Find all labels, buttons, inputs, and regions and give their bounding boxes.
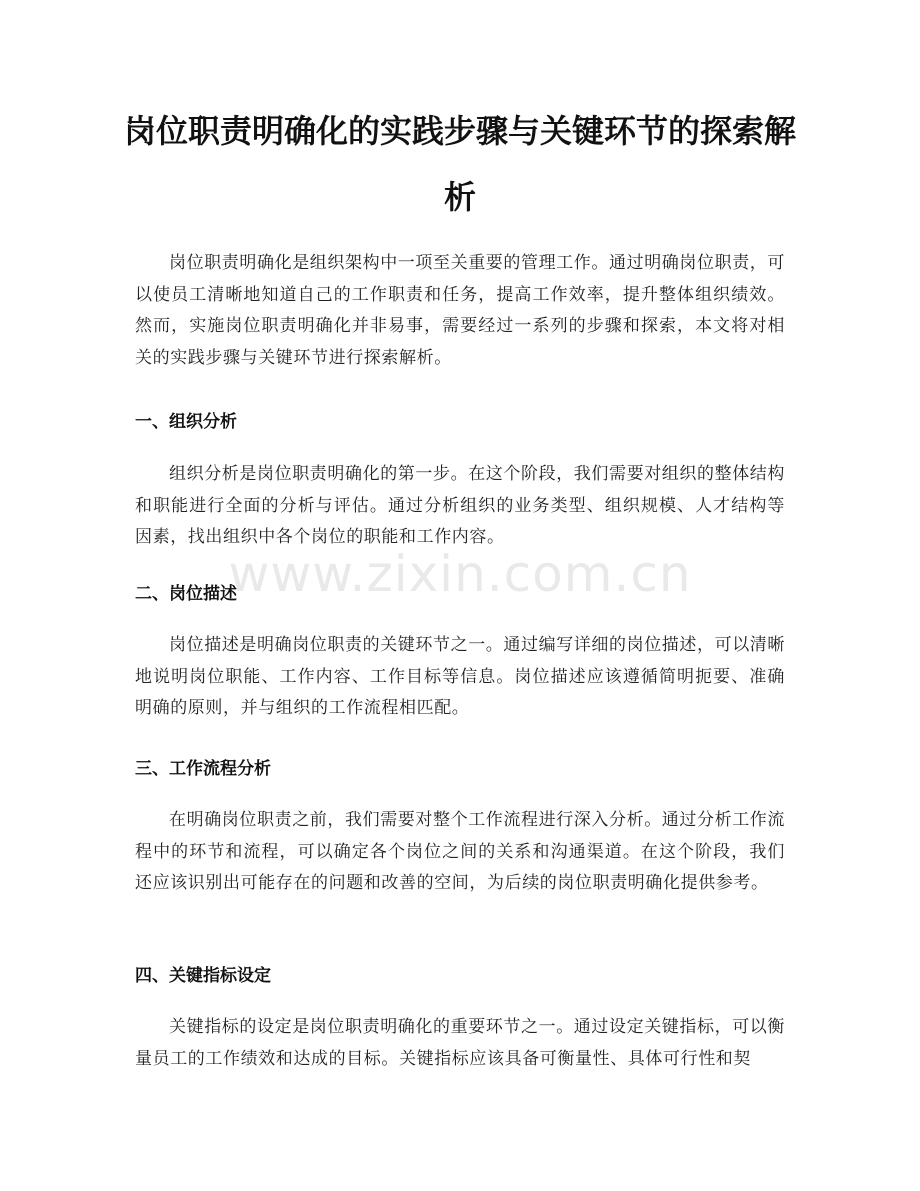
section-heading-4: 四、关键指标设定	[135, 966, 271, 986]
intro-paragraph: 岗位职责明确化是组织架构中一项至关重要的管理工作。通过明确岗位职责，可以使员工清晰地知道自己的工作职责和任务，提高工作效率，提升整体组织绩效。然而，实施岗位职责明确化并非易事，需要经过一系列的步骤和探索，本文将对相关的实践步骤与关键环节进行探索解析。	[135, 253, 785, 369]
section-heading-2: 二、岗位描述	[135, 584, 237, 604]
section-body-1: 组织分析是岗位职责明确化的第一步。在这个阶段，我们需要对组织的整体结构和职能进行全面的分析与评估。通过分析组织的业务类型、组织规模、人才结构等因素，找出组织中各个岗位的职能和工作内容。	[135, 464, 785, 548]
section-heading-3: 三、工作流程分析	[135, 759, 271, 779]
section-body-3: 在明确岗位职责之前，我们需要对整个工作流程进行深入分析。通过分析工作流程中的环节和流程，可以确定各个岗位之间的关系和沟通渠道。在这个阶段，我们还应该识别出可能存在的问题和改善的空间，为后续的岗位职责明确化提供参考。	[135, 810, 785, 894]
section-heading-1: 一、组织分析	[135, 412, 237, 432]
section-body-4: 关键指标的设定是岗位职责明确化的重要环节之一。通过设定关键指标，可以衡量员工的工作绩效和达成的目标。关键指标应该具备可衡量性、具体可行性和契	[135, 1017, 785, 1069]
watermark: www.zixin.com.cn	[228, 545, 692, 603]
document-title: 岗位职责明确化的实践步骤与关键环节的探索解析	[123, 112, 796, 216]
section-body-2: 岗位描述是明确岗位职责的关键环节之一。通过编写详细的岗位描述，可以清晰地说明岗位职能、工作内容、工作目标等信息。岗位描述应该遵循简明扼要、准确明确的原则，并与组织的工作流程相匹配。	[135, 635, 785, 719]
